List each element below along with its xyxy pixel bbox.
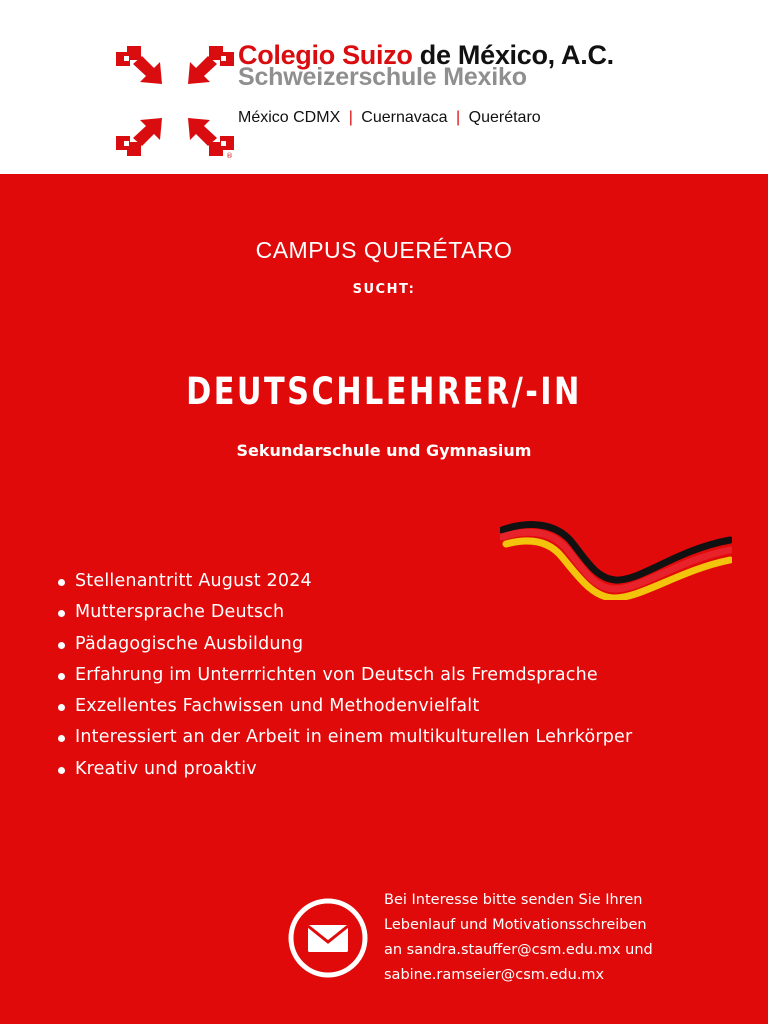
list-item: Kreativ und proaktiv [58, 754, 632, 785]
campus-cdmx: México CDMX [238, 109, 341, 126]
campus-separator: | [456, 109, 461, 126]
requirements-list [58, 566, 632, 785]
job-subtitle: Sekundarschule und Gymnasium [236, 441, 532, 460]
list-item: Stellenantritt August 2024 [58, 566, 632, 597]
list-item: Erfahrung im Unterrrichten von Deutsch als Fremdsprache [58, 660, 632, 691]
campus-separator: | [348, 109, 353, 126]
list-item: Pädagogische Ausbildung [58, 629, 632, 660]
contact-line: sabine.ramseier@csm.edu.mx [384, 967, 605, 983]
seeking-label: SUCHT: [352, 282, 416, 297]
contact-line: Bei Interesse bitte senden Sie Ihren [384, 892, 643, 908]
organization-name-rest: de México, A.C. [412, 40, 614, 70]
svg-text:®: ® [226, 152, 233, 160]
contact-line: an sandra.stauffer@csm.edu.mx und [384, 942, 653, 958]
organization-name-red: Colegio Suizo [238, 40, 413, 70]
job-title: DEUTSCHLEHRER/-IN [186, 370, 582, 413]
header [0, 0, 768, 174]
contact-line: Lebenlauf und Motivationsschreiben [384, 917, 647, 933]
four-arrows-logo-icon [116, 46, 234, 160]
list-item: Exzellentes Fachwissen und Methodenvielfalt [58, 691, 632, 722]
campus-title: CAMPUS QUERÉTARO [255, 237, 513, 263]
list-item: Interessiert an der Arbeit in einem multikulturellen Lehrkörper [58, 722, 632, 753]
contact-text [384, 888, 744, 988]
list-item: Muttersprache Deutsch [58, 597, 632, 628]
campus-list [238, 109, 541, 127]
campus-queretaro: Querétaro [468, 109, 541, 126]
envelope-icon [288, 898, 368, 978]
campus-cuernavaca: Cuernavaca [361, 109, 448, 126]
organization-subtitle: Schweizerschule Mexiko [238, 63, 527, 91]
job-posting-panel [0, 174, 768, 1024]
